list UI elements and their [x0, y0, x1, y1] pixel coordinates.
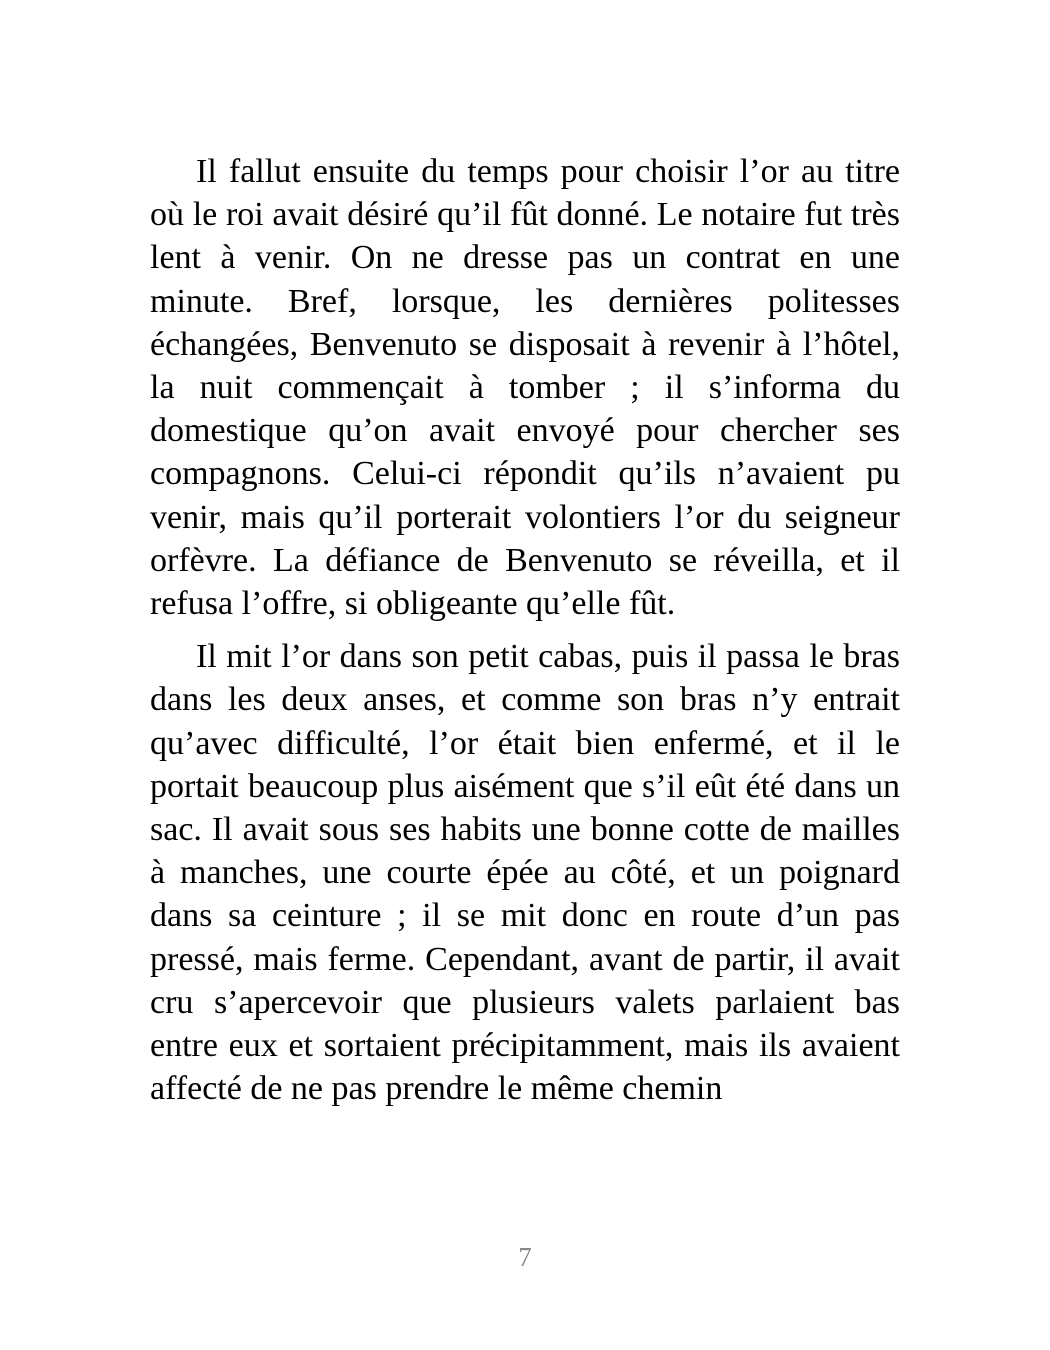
paragraph-2: Il mit l’or dans son petit cabas, puis il passa le bras dans les deux anses, et comme son bras n’y entrait qu’avec difficulté, l’or était bien enfermé, et il le portait beaucoup plus aisément que s’il eût été dans un sac. Il avait sous ses habits une bonne cotte de mailles à manches, une courte épée au côté, et un poignard dans sa ceinture ; il se mit donc en route d’un pas pressé, mais ferme. Cependant, avant de partir, il avait cru s’apercevoir que plusieurs valets parlaient bas entre eux et sortaient précipitamment, mais ils avaient affecté de ne pas prendre le même chemin: [150, 638, 900, 1108]
page-number: 7: [518, 1242, 532, 1272]
body-text: [150, 150, 900, 1120]
paragraph-1: Il fallut ensuite du temps pour choisir l’or au titre où le roi avait désiré qu’il fût donné. Le notaire fut très lent à venir. On ne dresse pas un contrat en une minute. Bref, lorsque, les dernières politesses échangées, Benvenuto se disposait à revenir à l’hôtel, la nuit commençait à tomber ; il s’informa du domestique qu’on avait envoyé pour chercher ses compagnons. Celui-ci répondit qu’ils n’avaient pu venir, mais qu’il porterait volontiers l’or du seigneur orfèvre. La défiance de Benvenuto se réveilla, et il refusa l’offre, si obligeante qu’elle fût.: [150, 153, 900, 623]
